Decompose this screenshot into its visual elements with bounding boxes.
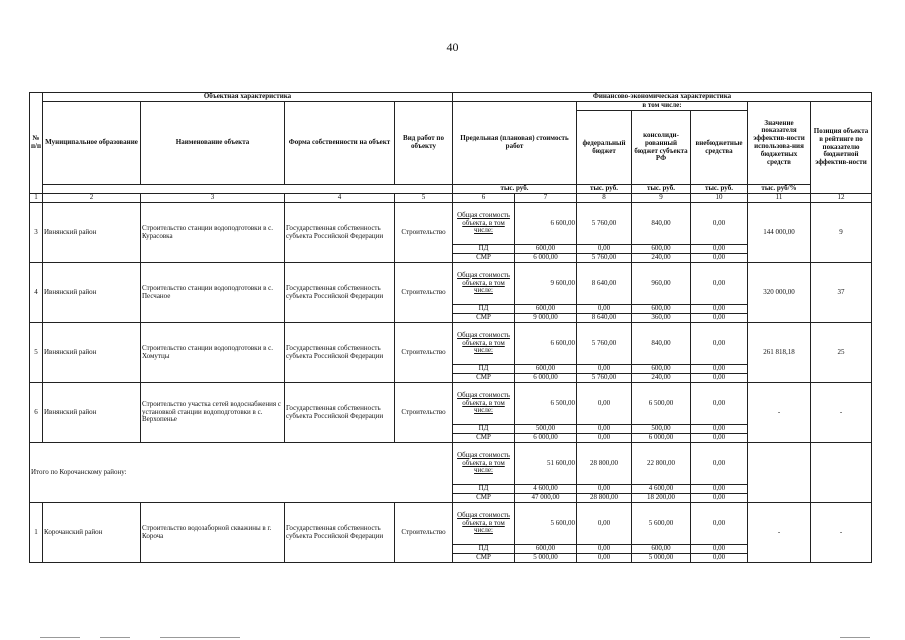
col-number: 10 [691, 194, 748, 203]
smr-federal-value: 8 640,00 [577, 314, 632, 323]
smr-offbudget-value: 0,00 [691, 254, 748, 263]
col-number: 12 [811, 194, 872, 203]
smr-label: СМР [453, 494, 515, 503]
consolidated-total-value: 6 500,00 [632, 383, 691, 425]
smr-consolidated-value: 6 000,00 [632, 434, 691, 443]
ownership-cell: Государственная собственность субъекта Российской Федерации [285, 263, 395, 323]
pd-federal-value: 0,00 [577, 305, 632, 314]
object-name-cell: Строительство станции водоподготовки в с. Песчаное [141, 263, 285, 323]
header-offbudget: внебюджетные средства [691, 111, 748, 185]
smr-offbudget-value: 0,00 [691, 494, 748, 503]
header-unit-federal: тыс. руб. [577, 185, 632, 194]
pd-consolidated-value: 600,00 [632, 545, 691, 554]
offbudget-total-value: 0,00 [691, 383, 748, 425]
smr-consolidated-value: 240,00 [632, 254, 691, 263]
header-object-characteristic: Объектная характеристика [43, 93, 453, 102]
pd-label: ПД [453, 545, 515, 554]
pd-offbudget-value: 0,00 [691, 305, 748, 314]
work-type-cell: Строительство [395, 503, 453, 563]
page-number: 40 [446, 40, 459, 54]
col-number: 1 [30, 194, 43, 203]
header-position: Позиция объекта в рейтинге по показателю бюджетной эффектив-ности [811, 102, 872, 194]
indicator-cell: - [748, 503, 811, 563]
header-indicator: Значение показателя эффектив-ности использова-ния бюджетных средств [748, 102, 811, 185]
pd-federal-value: 0,00 [577, 245, 632, 254]
ownership-cell: Государственная собственность субъекта Российской Федерации [285, 383, 395, 443]
pd-label: ПД [453, 245, 515, 254]
offbudget-total-value: 0,00 [691, 323, 748, 365]
total-cost-label: Общая стоимость объекта, в том числе: [453, 203, 515, 245]
smr-cost-value: 6 000,00 [515, 374, 577, 383]
federal-total-value: 0,00 [577, 383, 632, 425]
pd-consolidated-value: 600,00 [632, 365, 691, 374]
header-ownership: Форма собственности на объект [285, 102, 395, 185]
federal-total-value: 5 760,00 [577, 323, 632, 365]
col-number: 8 [577, 194, 632, 203]
ownership-cell: Государственная собственность субъекта Российской Федерации [285, 203, 395, 263]
pd-consolidated-value: 500,00 [632, 425, 691, 434]
pd-offbudget-value: 0,00 [691, 425, 748, 434]
col-number: 4 [285, 194, 395, 203]
position-cell: - [811, 383, 872, 443]
total-cost-value: 6 600,00 [515, 323, 577, 365]
position-cell: 9 [811, 203, 872, 263]
pd-cost-value: 600,00 [515, 245, 577, 254]
smr-consolidated-value: 18 200,00 [632, 494, 691, 503]
indicator-cell: 320 000,00 [748, 263, 811, 323]
pd-offbudget-value: 0,00 [691, 245, 748, 254]
investment-table [29, 92, 872, 563]
smr-federal-value: 0,00 [577, 434, 632, 443]
header-consolidated: консолиди-рованный бюджет субъекта РФ [632, 111, 691, 185]
pd-federal-value: 0,00 [577, 365, 632, 374]
header-unit-ratio: тыс. руб/% [748, 185, 811, 194]
total-cost-value: 5 600,00 [515, 503, 577, 545]
offbudget-total-value: 0,00 [691, 443, 748, 485]
smr-label: СМР [453, 314, 515, 323]
table-row [30, 443, 872, 485]
municipality-cell: Ивнянский район [43, 203, 141, 263]
smr-offbudget-value: 0,00 [691, 554, 748, 563]
pd-federal-value: 0,00 [577, 425, 632, 434]
object-name-cell: Строительство станции водоподготовки в с. Хомутцы [141, 323, 285, 383]
row-number: 5 [30, 323, 43, 383]
total-cost-label: Общая стоимость объекта, в том числе: [453, 443, 515, 485]
header-financial-characteristic: Финансово-экономическая характеристика [453, 93, 872, 102]
pd-label: ПД [453, 365, 515, 374]
pd-consolidated-value: 600,00 [632, 305, 691, 314]
municipality-cell: Ивнянский район [43, 263, 141, 323]
offbudget-total-value: 0,00 [691, 263, 748, 305]
object-name-cell: Строительство станции водоподготовки в с. Курасовка [141, 203, 285, 263]
header-units-blank [43, 185, 453, 194]
header-object-name: Наименование объекта [141, 102, 285, 185]
col-number: 11 [748, 194, 811, 203]
work-type-cell: Строительство [395, 383, 453, 443]
smr-cost-value: 47 000,00 [515, 494, 577, 503]
pd-cost-value: 500,00 [515, 425, 577, 434]
federal-total-value: 28 800,00 [577, 443, 632, 485]
header-limit-cost: Предельная (плановая) стоимость работ [453, 102, 577, 185]
pd-label: ПД [453, 485, 515, 494]
object-name-cell: Строительство водозаборной скважины в г. Короча [141, 503, 285, 563]
table-row [30, 203, 872, 245]
smr-label: СМР [453, 374, 515, 383]
consolidated-total-value: 840,00 [632, 203, 691, 245]
col-number: 9 [632, 194, 691, 203]
table-row [30, 323, 872, 365]
header-federal: федеральный бюджет [577, 111, 632, 185]
col-number: 7 [515, 194, 577, 203]
consolidated-total-value: 840,00 [632, 323, 691, 365]
table-row [30, 263, 872, 305]
federal-total-value: 0,00 [577, 503, 632, 545]
ownership-cell: Государственная собственность субъекта Российской Федерации [285, 503, 395, 563]
pd-consolidated-value: 600,00 [632, 245, 691, 254]
work-type-cell: Строительство [395, 263, 453, 323]
smr-federal-value: 0,00 [577, 554, 632, 563]
smr-offbudget-value: 0,00 [691, 314, 748, 323]
consolidated-total-value: 5 600,00 [632, 503, 691, 545]
row-number: 4 [30, 263, 43, 323]
smr-federal-value: 5 760,00 [577, 374, 632, 383]
smr-cost-value: 6 000,00 [515, 254, 577, 263]
header-unit-cost: тыс. руб. [453, 185, 577, 194]
row-number: 3 [30, 203, 43, 263]
position-cell [811, 443, 872, 503]
smr-offbudget-value: 0,00 [691, 374, 748, 383]
municipality-cell: Ивнянский район [43, 323, 141, 383]
col-number: 6 [453, 194, 515, 203]
smr-label: СМР [453, 554, 515, 563]
work-type-cell: Строительство [395, 203, 453, 263]
pd-federal-value: 0,00 [577, 545, 632, 554]
table-row [30, 383, 872, 425]
row-number: 6 [30, 383, 43, 443]
ownership-cell: Государственная собственность субъекта Российской Федерации [285, 323, 395, 383]
header-including: в том числе: [577, 102, 748, 111]
col-number: 2 [43, 194, 141, 203]
indicator-cell: 261 818,18 [748, 323, 811, 383]
smr-consolidated-value: 5 000,00 [632, 554, 691, 563]
smr-offbudget-value: 0,00 [691, 434, 748, 443]
smr-cost-value: 5 000,00 [515, 554, 577, 563]
total-cost-label: Общая стоимость объекта, в том числе: [453, 323, 515, 365]
total-cost-label: Общая стоимость объекта, в том числе: [453, 503, 515, 545]
total-cost-value: 6 500,00 [515, 383, 577, 425]
smr-cost-value: 9 000,00 [515, 314, 577, 323]
header-municipality: Муниципальное образование [43, 102, 141, 185]
pd-federal-value: 0,00 [577, 485, 632, 494]
smr-federal-value: 5 760,00 [577, 254, 632, 263]
page-bottom-marks [0, 628, 905, 640]
smr-consolidated-value: 360,00 [632, 314, 691, 323]
pd-offbudget-value: 0,00 [691, 485, 748, 494]
federal-total-value: 5 760,00 [577, 203, 632, 245]
pd-consolidated-value: 4 600,00 [632, 485, 691, 494]
indicator-cell: 144 000,00 [748, 203, 811, 263]
total-cost-value: 6 600,00 [515, 203, 577, 245]
total-cost-label: Общая стоимость объекта, в том числе: [453, 383, 515, 425]
indicator-cell: - [748, 383, 811, 443]
offbudget-total-value: 0,00 [691, 503, 748, 545]
header-num: № п/п [30, 93, 43, 194]
position-cell: 25 [811, 323, 872, 383]
position-cell: 37 [811, 263, 872, 323]
smr-label: СМР [453, 254, 515, 263]
pd-cost-value: 4 600,00 [515, 485, 577, 494]
municipality-cell: Ивнянский район [43, 383, 141, 443]
smr-label: СМР [453, 434, 515, 443]
pd-cost-value: 600,00 [515, 545, 577, 554]
pd-label: ПД [453, 305, 515, 314]
header-unit-offbudget: тыс. руб. [691, 185, 748, 194]
pd-label: ПД [453, 425, 515, 434]
col-number: 5 [395, 194, 453, 203]
col-number: 3 [141, 194, 285, 203]
smr-cost-value: 6 000,00 [515, 434, 577, 443]
row-number: 1 [30, 503, 43, 563]
total-cost-label: Общая стоимость объекта, в том числе: [453, 263, 515, 305]
header-unit-consolidated: тыс. руб. [632, 185, 691, 194]
pd-cost-value: 600,00 [515, 305, 577, 314]
total-cost-value: 51 600,00 [515, 443, 577, 485]
smr-federal-value: 28 800,00 [577, 494, 632, 503]
position-cell: - [811, 503, 872, 563]
indicator-cell [748, 443, 811, 503]
subtotal-label: Итого по Корочанскому району: [30, 443, 453, 503]
pd-offbudget-value: 0,00 [691, 365, 748, 374]
consolidated-total-value: 960,00 [632, 263, 691, 305]
consolidated-total-value: 22 800,00 [632, 443, 691, 485]
municipality-cell: Корочанский район [43, 503, 141, 563]
work-type-cell: Строительство [395, 323, 453, 383]
header-work-type: Вид работ по объекту [395, 102, 453, 185]
pd-cost-value: 600,00 [515, 365, 577, 374]
total-cost-value: 9 600,00 [515, 263, 577, 305]
smr-consolidated-value: 240,00 [632, 374, 691, 383]
offbudget-total-value: 0,00 [691, 203, 748, 245]
object-name-cell: Строительство участка сетей водоснабжения с установкой станции водоподготовки в с. Верхопенье [141, 383, 285, 443]
table-row [30, 503, 872, 545]
federal-total-value: 8 640,00 [577, 263, 632, 305]
pd-offbudget-value: 0,00 [691, 545, 748, 554]
